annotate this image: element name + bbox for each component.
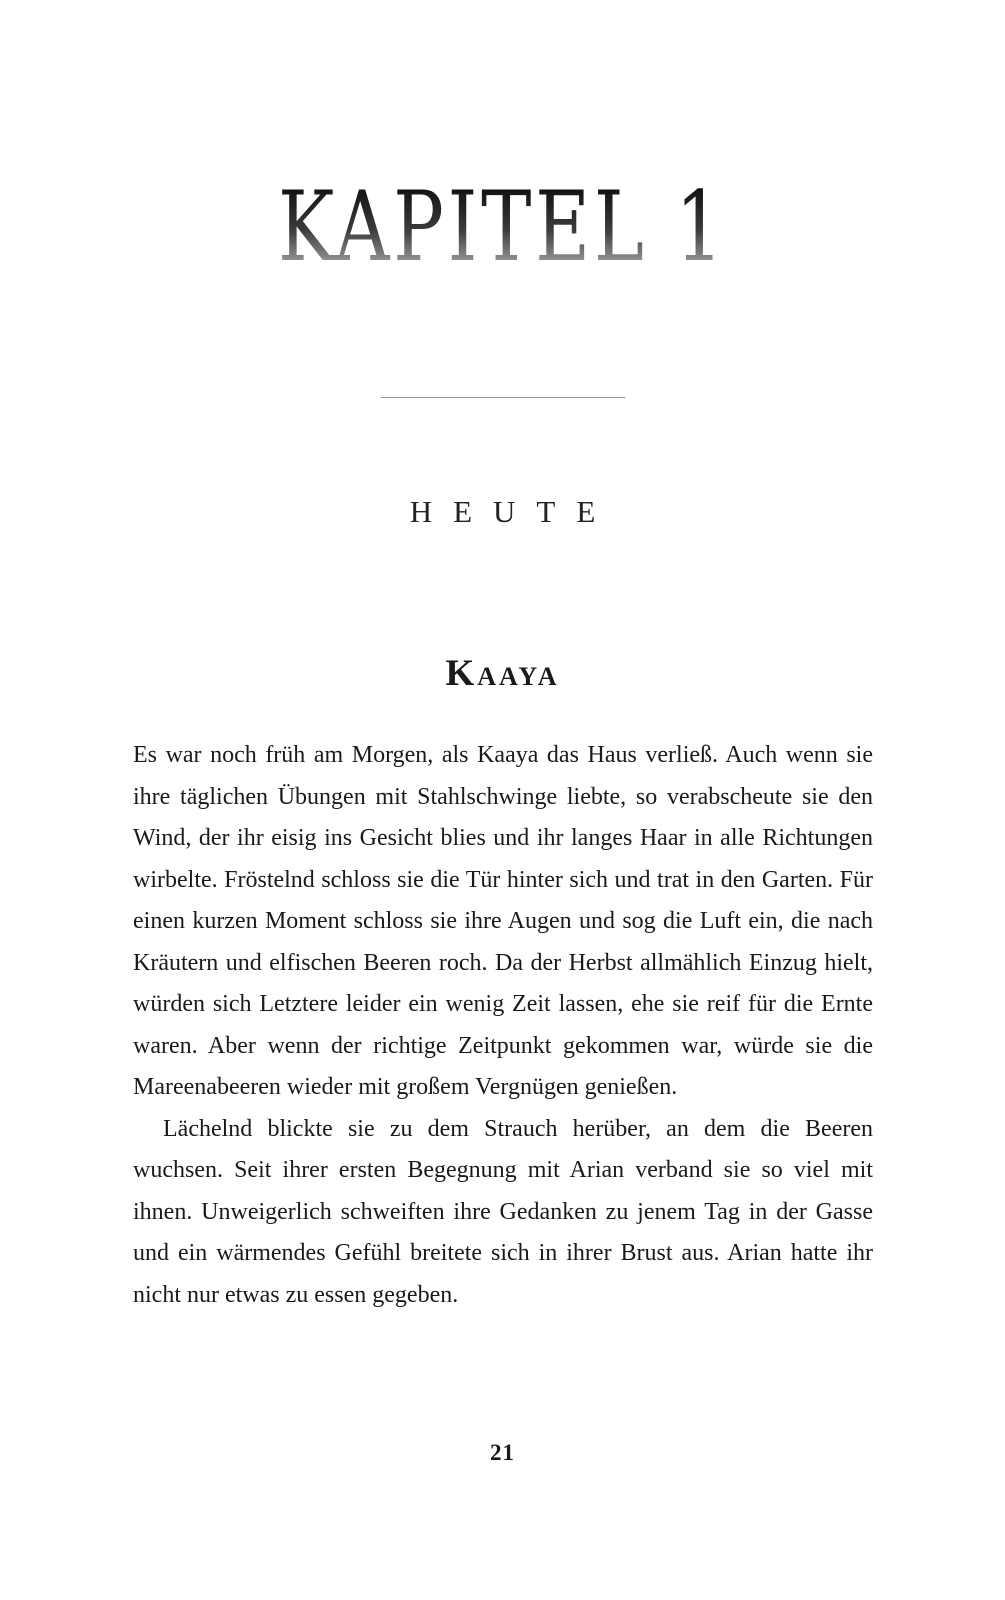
paragraph: Es war noch früh am Morgen, als Kaaya das Haus verließ. Auch wenn sie ihre täglichen Übungen mit Stahlschwinge liebte, so verabscheute sie den Wind, der ihr eisig ins Gesicht blies und ihr langes Haar in alle Richtungen wirbelte. Fröstelnd schloss sie die Tür hinter sich und trat in den Garten. Für einen kurzen Moment schloss sie ihre Augen und sog die Luft ein, die nach Kräutern und elfischen Beeren roch. Da der Herbst allmählich Einzug hielt, würden sich Letztere leider ein wenig Zeit lassen, ehe sie reif für die Ernte waren. Aber wenn der richtige Zeitpunkt gekommen war, würde sie die Mareenabeeren wieder mit großem Vergnügen genießen.: [133, 742, 873, 1100]
body-text: [133, 735, 873, 1316]
page-number: 21: [490, 1440, 515, 1465]
divider-line: [380, 397, 625, 398]
pov-character-heading: Kaaya: [445, 653, 560, 694]
section-heading: HEUTE: [409, 494, 617, 529]
chapter-title: KAPITEL 1: [40, 175, 965, 281]
paragraph: Lächelnd blickte sie zu dem Strauch herüber, an dem die Beeren wuchsen. Seit ihrer ersten Begegnung mit Arian verband sie so viel mit ihnen. Unweigerlich schweiften ihre Gedanken zu jenem Tag in der Gasse und ein wärmendes Gefühl breitete sich in ihrer Brust aus. Arian hatte ihr nicht nur etwas zu essen gegeben.: [133, 1115, 873, 1308]
